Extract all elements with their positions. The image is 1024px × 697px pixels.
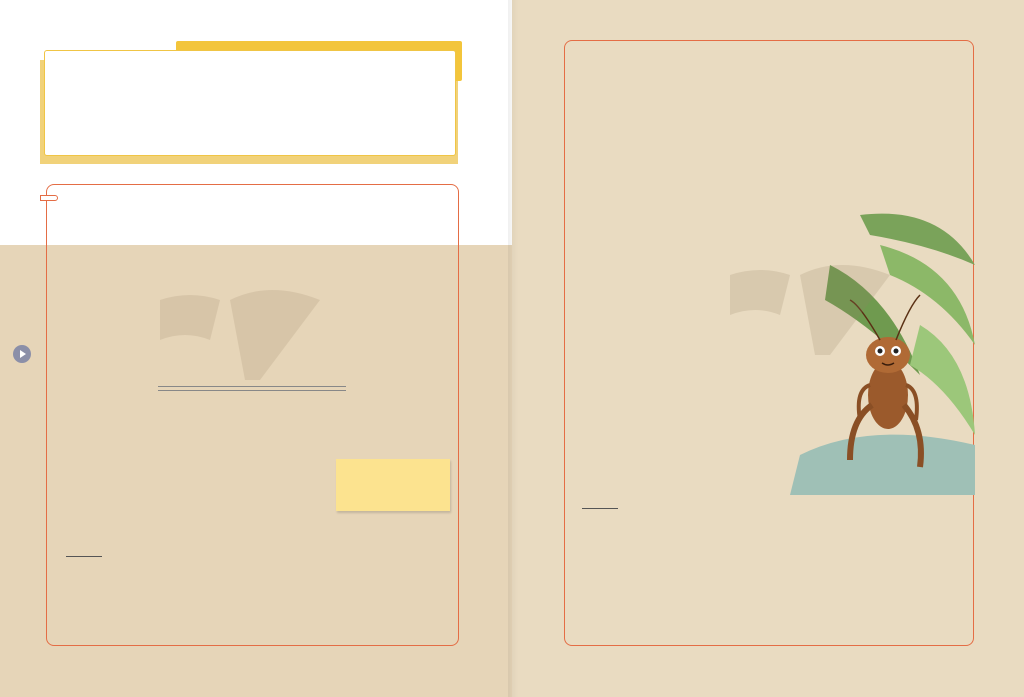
book-gutter [508,0,518,697]
left-footnote-separator [66,556,102,557]
section-tab [40,195,58,201]
right-footnote-separator [582,508,618,509]
text-source [158,386,346,391]
play-nav-button[interactable] [13,345,31,363]
publisher-logo-watermark-right [720,255,920,365]
text1-box [46,184,459,646]
publisher-logo-watermark-left [150,280,350,390]
follow-note [336,459,450,511]
reading-list-box [44,50,456,156]
